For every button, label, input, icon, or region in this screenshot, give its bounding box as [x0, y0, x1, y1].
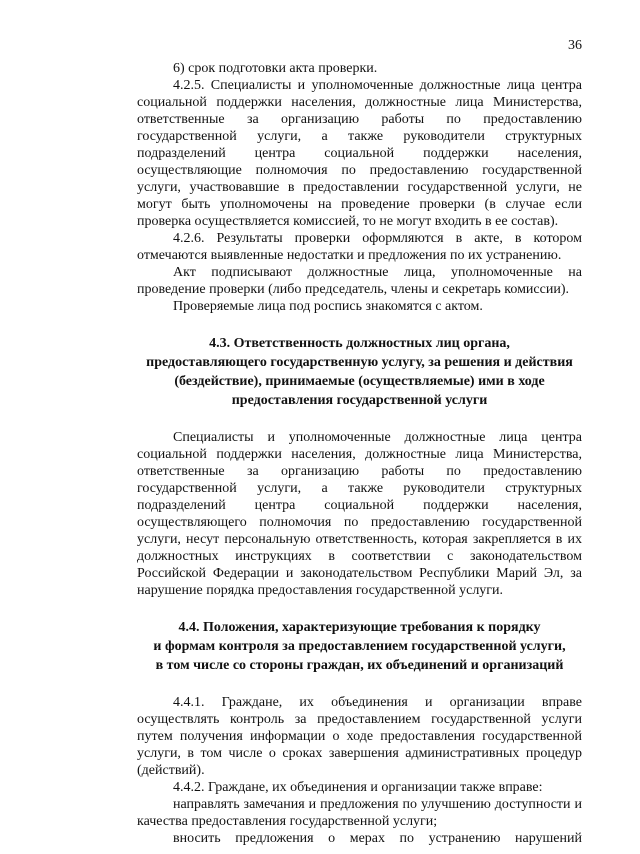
heading-line: (бездействие), принимаемые (осуществляемые) ими в ходе	[174, 374, 545, 389]
paragraph: Акт подписывают должностные лица, уполномоченные на проведение проверки (либо председатель, члены и секретарь комиссии).	[137, 265, 582, 297]
paragraph: 6) срок подготовки акта проверки.	[173, 61, 378, 76]
heading-line: предоставляющего государственную услугу, за решения и действия	[146, 355, 573, 370]
paragraph: 4.2.5. Специалисты и уполномоченные должностные лица центра социальной поддержки населения, должностные лица Министерства, ответственные за организацию работы по предоставлению государственной услуги, а также руководители структурных подразделений центра социальной поддержки населения, осуществляющие полномочия по предоставлению государственной услуги, участвовавшие в предоставлении государственной услуги, не могут быть уполномочены на проведение проверки (в случае если проверка осуществляется комиссией, то не могут входить в ее состав).	[137, 78, 582, 229]
paragraph: 4.4.1. Граждане, их объединения и организации вправе осуществлять контроль за предоставлением государственной услуги путем получения информации о ходе предоставления государственной услуги, в том числе о сроках завершения административных процедур (действий).	[137, 695, 582, 778]
paragraph: вносить предложения о мерах по устранению нарушений	[173, 831, 582, 846]
heading-line: 4.4. Положения, характеризующие требования к порядку	[178, 620, 541, 635]
paragraph: 4.2.6. Результаты проверки оформляются в акте, в котором отмечаются выявленные недостатки и предложения по их устранению.	[137, 231, 582, 263]
paragraph: направлять замечания и предложения по улучшению доступности и качества предоставления государственной услуги;	[137, 797, 582, 829]
heading-line: и формам контроля за предоставлением государственной услуги,	[153, 639, 566, 654]
paragraph: 4.4.2. Граждане, их объединения и организации также вправе:	[173, 780, 543, 795]
paragraph: Проверяемые лица под роспись знакомятся с актом.	[173, 299, 483, 314]
paragraph: Специалисты и уполномоченные должностные лица центра социальной поддержки населения, должностные лица Министерства, ответственные за организацию работы по предоставлению государственной услуги, а также руководители структурных подразделений центра социальной поддержки населения, осуществляющего полномочия по предоставлению государственной услуги, несут персональную ответственность, которая закрепляется в их должностных инструкциях в соответствии с законодательством Российской Федерации и законодательством Республики Марий Эл, за нарушение порядка предоставления государственной услуги.	[137, 430, 582, 598]
section-heading-4-3	[137, 334, 582, 410]
heading-line: 4.3. Ответственность должностных лиц органа,	[209, 336, 510, 351]
page-number: 36	[568, 38, 582, 53]
heading-line: в том числе со стороны граждан, их объединений и организаций	[155, 658, 564, 673]
section-heading-4-4	[137, 618, 582, 675]
page-content	[137, 60, 582, 847]
heading-line: предоставления государственной услуги	[231, 393, 488, 408]
